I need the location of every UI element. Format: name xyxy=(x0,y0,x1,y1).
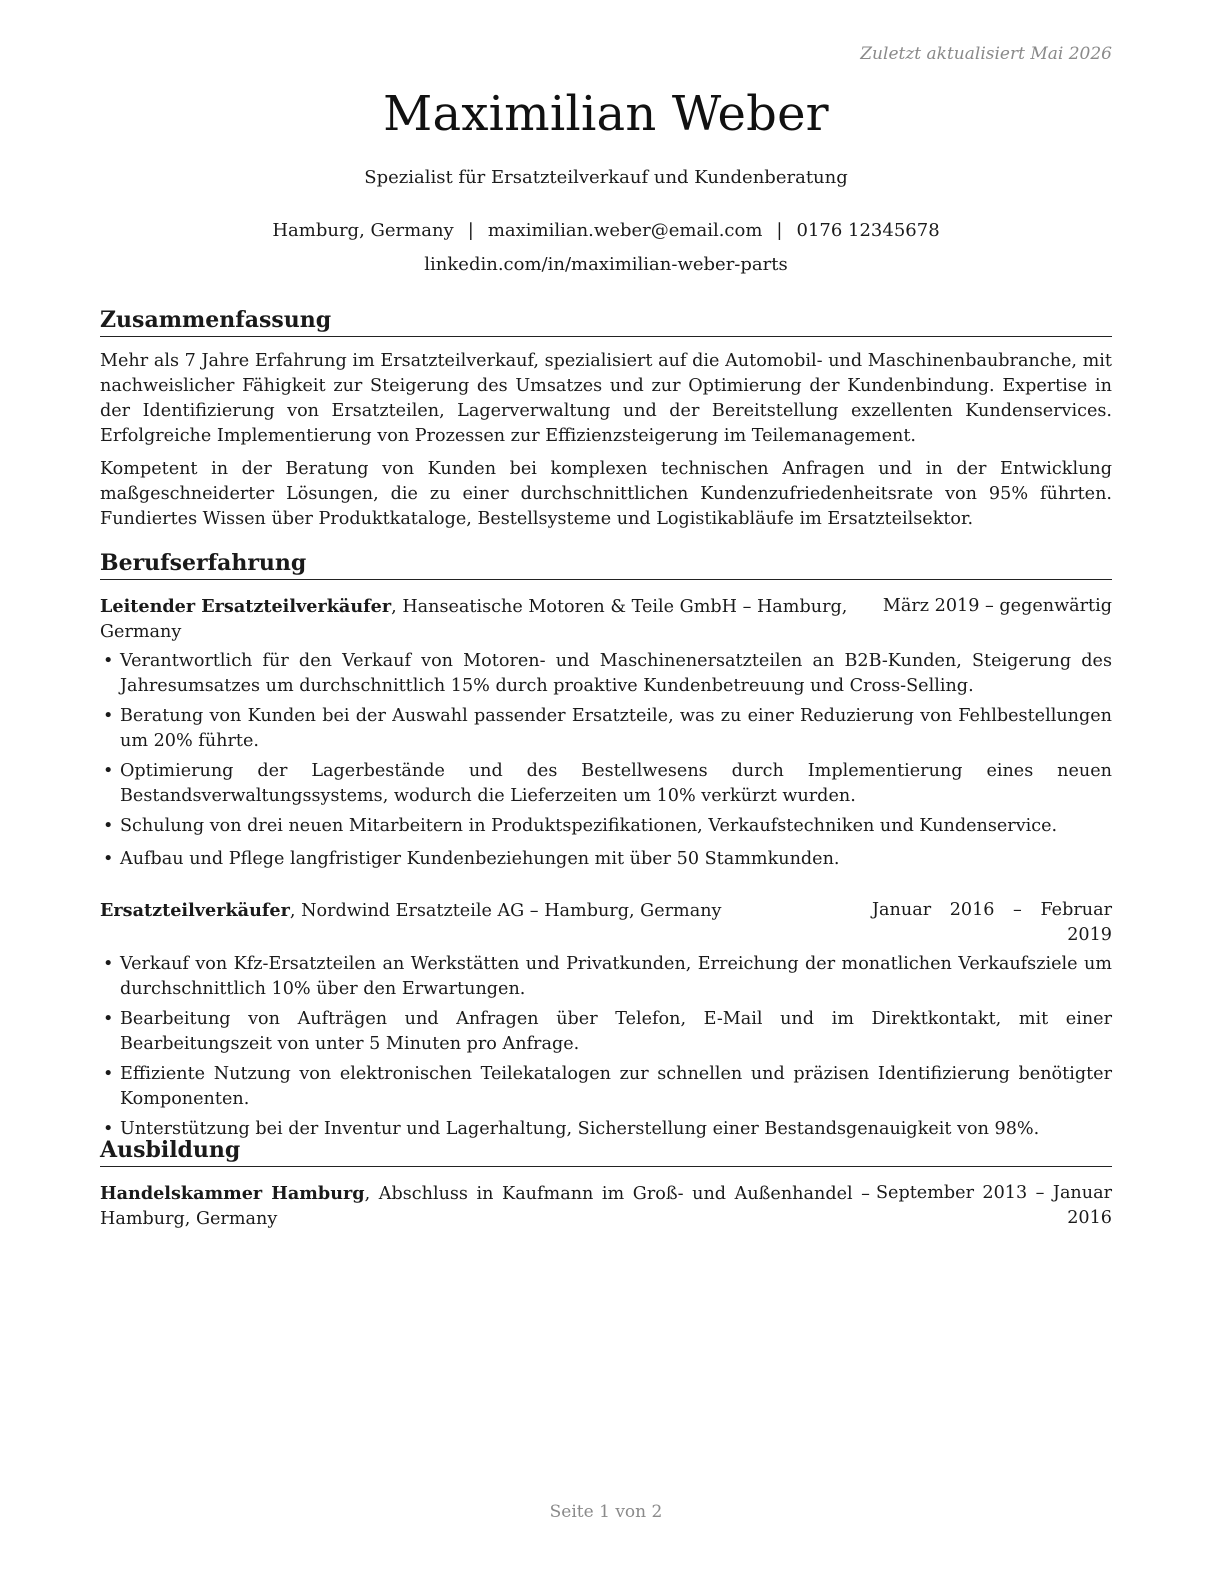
education-details: , Abschluss in Kaufmann im Groß- und Außenhandel – Hamburg, Germany xyxy=(100,1184,870,1229)
education-dates: September 2013 – Januar 2016 xyxy=(876,1183,1112,1228)
education-section xyxy=(100,1136,1112,1232)
list-item xyxy=(100,704,1112,754)
education-institution: Handelskammer Hamburg xyxy=(100,1183,365,1204)
list-item xyxy=(100,952,1112,1002)
contact-linkedin[interactable]: linkedin.com/in/maximilian-weber-parts xyxy=(424,254,788,275)
job-company: , Nordwind Ersatzteile AG – Hamburg, Germany xyxy=(289,901,722,921)
bullet-icon: • xyxy=(103,1119,114,1139)
job-dates: März 2019 – gegenwärtig xyxy=(882,596,1112,616)
bullet-text: Unterstützung bei der Inventur und Lagerhaltung, Sicherstellung einer Bestandsgenauigkeit von 98%. xyxy=(120,1119,1040,1139)
job-role: Leitender Ersatzteilverkäufer xyxy=(100,596,392,617)
summary-section xyxy=(100,306,1112,532)
education-title-line xyxy=(100,1181,870,1232)
list-item xyxy=(100,759,1112,809)
job-title-line xyxy=(100,898,722,948)
page-number: Seite 1 von 2 xyxy=(549,1502,663,1522)
bullet-text: Effiziente Nutzung von elektronischen Teilekatalogen zur schnellen und präzisen Identifizierung benötigter Komponenten. xyxy=(120,1064,1112,1109)
contact-separator: | xyxy=(776,220,783,241)
contact-separator: | xyxy=(467,220,474,241)
bullet-icon: • xyxy=(103,849,114,869)
summary-paragraph: Kompetent in der Beratung von Kunden bei komplexen technischen Anfragen und in der Entwicklung maßgeschneiderter Lösungen, die zu einer durchschnittlichen Kundenzufriedenheitsrate von 95% führten. Fundiertes Wissen über Produktkataloge, Bestellsysteme und Logistikabläufe im Ersatzteilsektor. xyxy=(100,459,1112,529)
bullet-text: Bearbeitung von Aufträgen und Anfragen über Telefon, E-Mail und im Direktkontakt, mit einer Bearbeitungszeit von unter 5 Minuten pro Anfrage. xyxy=(120,1009,1112,1054)
contact-email[interactable]: maximilian.weber@email.com xyxy=(487,220,763,241)
bullet-text: Optimierung der Lagerbestände und des Bestellwesens durch Implementierung eines neuen Bestandsverwaltungssystems, wodurch die Lieferzeiten um 10% verkürzt wurden. xyxy=(120,761,1112,806)
job-dates: Januar 2016 – Februar 2019 xyxy=(872,900,1112,945)
contact-line xyxy=(100,220,1112,241)
bullet-text: Verantwortlich für den Verkauf von Motoren- und Maschinenersatzteilen an B2B-Kunden, Steigerung des Jahresumsatzes um durchschnittlich 15% durch proaktive Kundenbetreuung und Cross-Selling. xyxy=(120,651,1112,696)
list-item xyxy=(100,814,1112,839)
list-item xyxy=(100,1007,1112,1057)
section-title-summary: Zusammenfassung xyxy=(100,306,1112,337)
summary-paragraph: Mehr als 7 Jahre Erfahrung im Ersatzteilverkauf, spezialisiert auf die Automobil- und Maschinenbaubranche, mit nachweislicher Fähigkeit zur Steigerung des Umsatzes und zur Optimierung der Kundenbindung. Expertise in der Identifizierung von Ersatzteilen, Lagerverwaltung und der Bereitstellung exzellenten Kundenservices. Erfolgreiche Implementierung von Prozessen zur Effizienzsteigerung im Teilemanagement. xyxy=(100,351,1112,446)
job-header xyxy=(100,898,1112,948)
list-item xyxy=(100,1062,1112,1112)
section-title-education: Ausbildung xyxy=(100,1136,1112,1167)
contact-phone[interactable]: 0176 12345678 xyxy=(796,220,940,241)
bullet-text: Verkauf von Kfz-Ersatzteilen an Werkstätten und Privatkunden, Erreichung der monatlichen Verkaufsziele um durchschnittlich 10% über den Erwartungen. xyxy=(120,954,1112,999)
contact-location: Hamburg, Germany xyxy=(272,220,454,241)
education-entry xyxy=(100,1181,1112,1232)
job-title-line xyxy=(100,594,883,645)
experience-section xyxy=(100,549,1112,1147)
bullet-icon: • xyxy=(103,761,114,781)
bullet-text: Schulung von drei neuen Mitarbeitern in Produktspezifikationen, Verkaufstechniken und Kundenservice. xyxy=(120,816,1058,836)
bullet-icon: • xyxy=(103,706,114,726)
candidate-name: Maximilian Weber xyxy=(383,86,829,142)
section-title-experience: Berufserfahrung xyxy=(100,549,1112,580)
bullet-icon: • xyxy=(103,1009,114,1029)
bullet-icon: • xyxy=(103,1064,114,1084)
job-role: Ersatzteilverkäufer xyxy=(100,900,290,921)
job-bullet-list xyxy=(100,649,1112,872)
bullet-icon: • xyxy=(103,954,114,974)
candidate-headline: Spezialist für Ersatzteilverkauf und Kundenberatung xyxy=(364,167,848,188)
bullet-text: Beratung von Kunden bei der Auswahl passender Ersatzteile, was zu einer Reduzierung von Fehlbestellungen um 20% führte. xyxy=(120,706,1112,751)
list-item xyxy=(100,847,1112,872)
job-header xyxy=(100,594,1112,645)
job-bullet-list xyxy=(100,952,1112,1142)
job-company: , Hanseatische Motoren & Teile GmbH – Hamburg, Germany xyxy=(100,597,848,642)
resume-page xyxy=(100,0,1112,1584)
bullet-icon: • xyxy=(103,816,114,836)
bullet-text: Aufbau und Pflege langfristiger Kundenbeziehungen mit über 50 Stammkunden. xyxy=(120,849,840,869)
last-updated-note: Zuletzt aktualisiert Mai 2026 xyxy=(860,44,1112,64)
bullet-icon: • xyxy=(103,651,114,671)
list-item xyxy=(100,649,1112,699)
